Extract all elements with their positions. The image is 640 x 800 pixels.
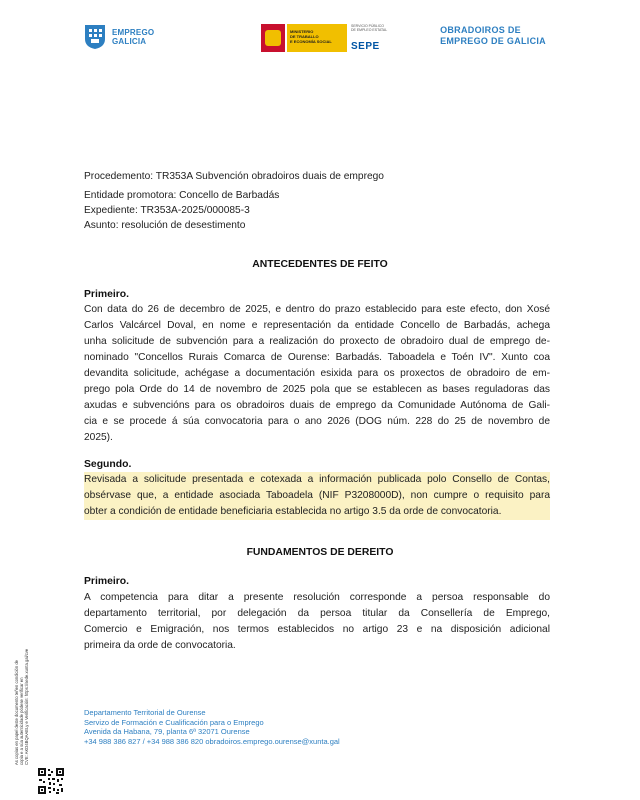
antecedentes-segundo-label: Segundo. [84,459,132,470]
ministry-line-2: DE TRABALLO [290,34,319,39]
galicia-logo-text [112,28,154,46]
footer-department: Departamento Territorial de Ourense [84,708,206,717]
government-logos [261,24,391,52]
obradoiros-header-title [440,25,546,47]
fundamentos-primeiro-label: Primeiro. [84,576,130,587]
antecedentes-segundo-paragraph [84,472,550,520]
antecedentes-primeiro-paragraph [84,302,550,446]
footer-phone-email: +34 988 386 827 / +34 988 386 820 obradoiros.emprego.ourense@xunta.gal [84,736,340,746]
sepe-small-line-2: DE EMPLEO ESTATAL [351,28,388,32]
footer-address: Avenida da Habana, 79, planta 6ª 32071 Ourense [84,727,250,737]
emprego-galicia-logo [84,24,154,50]
qr-code-icon [37,767,65,795]
ministry-line-3: E ECONOMÍA SOCIAL [290,39,332,44]
header-title-line-1: OBRADOIROS DE [440,25,521,35]
paragraph-line: devandita solicitude, achégase a documentación esixida para os proxectos de obradoiro de em- [84,368,550,379]
paragraph-line: Con data do 26 de decembro de 2025, e dentro do prazo establecido para este efecto, don Xosé [84,304,550,315]
paragraph-line: obsérvase que, a entidade asociada Taboadela (NIF P3208000D), non cumpre o requisito para [84,490,550,501]
fundamentos-primeiro-paragraph [84,590,550,654]
footer-service: Servizo de Formación e Cualificación para o Emprego [84,717,264,727]
paragraph-line: 2025). [84,432,113,443]
paragraph-line: primeira da orde de convocatoria. [84,640,236,651]
paragraph-line: obter a condición de entidade beneficiaria establecida no artigo 3.5 da orde de convocatoria. [84,506,502,517]
antecedentes-primeiro-label: Primeiro. [84,289,130,300]
paragraph-line: Carlos Valcárcel Doval, en nome e representación da entidade Concello de Barbadás, achega [84,320,550,331]
galicia-crest-icon [84,24,106,50]
spain-coat-of-arms-icon [261,24,285,52]
paragraph-line: unha solicitude de subvención para a realización do proxecto de obradoiro dual de emprego de- [84,336,550,347]
paragraph-line: Revisada a solicitude presentada e cotexada a información publicada polo Consello de Contas, [84,474,550,485]
entidade-line: Entidade promotora: Concello de Barbadás [84,190,280,201]
antecedentes-heading: ANTECEDENTES DE FEITO [252,259,388,270]
paragraph-line: axudas e subvencións para os obradoiros duais de emprego da Comunidade Autónoma de Gali- [84,400,550,411]
sepe-label: SEPE [351,41,380,52]
asunto-line: Asunto: resolución de desestimento [84,220,246,231]
side-text-line-3: CVE: AKD4BQAAELy e Verificación: https://sede.xunta.gal/cve [24,648,30,765]
side-text-line-1: As copias en papel deste documento teñen condición de [14,660,19,765]
galicia-logo-line-2: GALICIA [112,37,147,46]
paragraph-line: prego pola Orde do 14 de novembro de 2025 pola que se establecen as bases reguladoras das [84,384,550,395]
paragraph-line: A competencia para ditar a presente resolución corresponde a persoa responsable do [84,592,550,603]
galicia-logo-line-1: EMPREGO [112,28,155,37]
paragraph-line: Comercio e Emigración, nos termos establecidos no artigo 23 e na disposición adicional [84,624,550,635]
sepe-logo [351,24,391,52]
ministry-line-1: MINISTERIO [290,29,314,34]
header-title-line-2: EMPREGO DE GALICIA [440,36,546,46]
footer-contact [84,708,340,746]
expediente-line: Expediente: TR353A-2025/000085-3 [84,205,250,216]
paragraph-line: departamento territorial, por delegación da persoa titular da Consellería de Emprego, [84,608,550,619]
paragraph-line: nominado "Concellos Rurais Comarca de Ourense: Barbadás. Taboadela e Toén IV". Xunto coa [84,352,550,363]
ministry-label [287,24,347,52]
side-text-line-2: copia e a súa autenticidade pódese verificar en [19,677,25,765]
procedemento-line: Procedemento: TR353A Subvención obradoiros duais de emprego [84,171,384,182]
sepe-small-line-1: SERVICIO PÚBLICO [351,24,385,28]
paragraph-line: cia e se procede á súa convocatoria para o ano 2026 (DOG núm. 228 do 25 de novembro de [84,416,550,427]
fundamentos-heading: FUNDAMENTOS DE DEREITO [246,547,394,558]
verification-side-text [14,625,30,765]
